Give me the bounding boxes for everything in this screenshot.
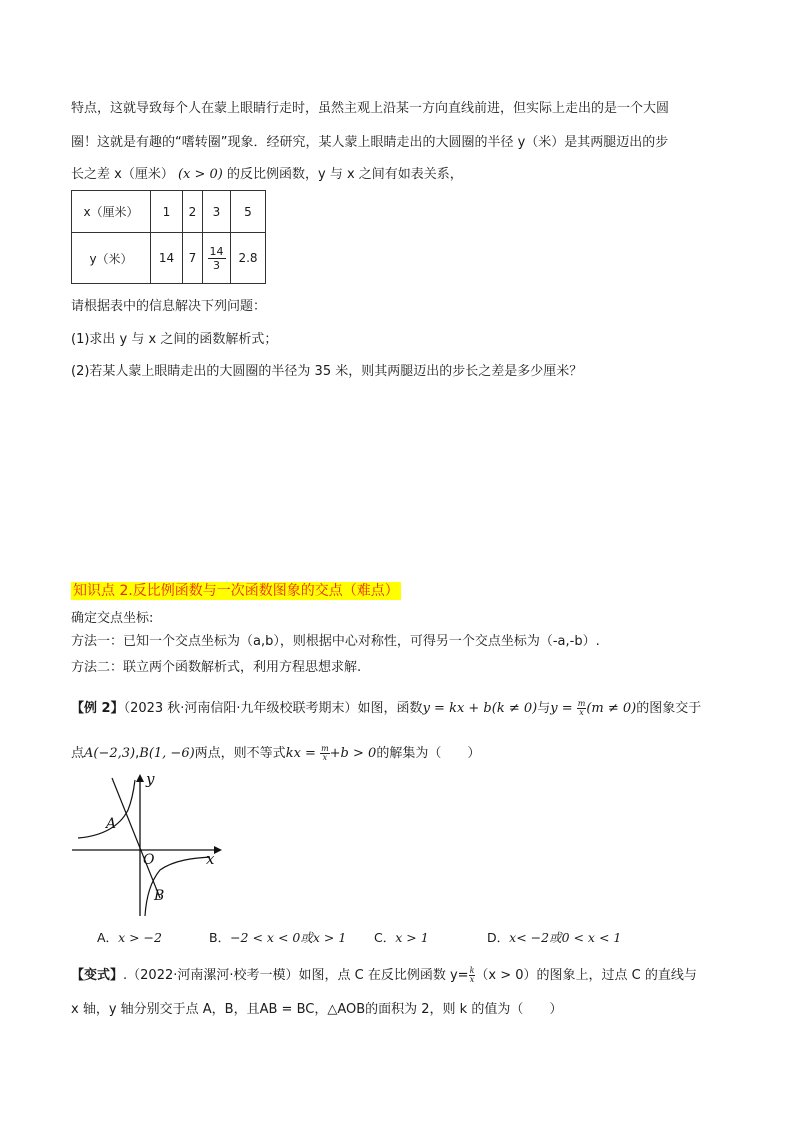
option-d-label: D． bbox=[487, 930, 510, 945]
table-cell: 1 bbox=[151, 191, 183, 233]
data-table bbox=[71, 190, 266, 284]
fraction-numerator: m bbox=[577, 699, 586, 708]
option-b-math: −2 < x < 0或x > 1 bbox=[230, 930, 347, 945]
example-2-eq2-left: y = bbox=[550, 701, 577, 716]
label-x: x bbox=[206, 850, 215, 868]
table-row bbox=[72, 191, 266, 233]
knowledge-title-text: 知识点 2.反比例函数与一次函数图象的交点（难点） bbox=[73, 583, 399, 599]
example-2-line-1 bbox=[71, 700, 701, 718]
example-2-line-2-c: 的解集为（ ） bbox=[376, 746, 481, 761]
example-2-eq1: y = kx + b(k ≠ 0) bbox=[422, 701, 538, 716]
knowledge-method-1: 方法一：已知一个交点坐标为（a,b），则根据中心对称性，可得另一个交点坐标为（-a,-b）. bbox=[71, 634, 600, 649]
option-b-label: B． bbox=[209, 930, 231, 945]
table-cell: 5 bbox=[231, 191, 266, 233]
table-cell-fraction bbox=[203, 233, 231, 284]
table-cell: 2 bbox=[183, 191, 203, 233]
point-a-coords: A(−2,3) bbox=[84, 746, 136, 761]
option-a-math: x > −2 bbox=[118, 930, 162, 945]
variant-line-1-b: （x > 0）的图象上，过点 C 的直线与 bbox=[475, 968, 697, 983]
intro-line-3-a: 长之差 x（厘米） bbox=[71, 167, 174, 182]
intro-line-1: 特点，这就导致每个人在蒙上眼睛行走时，虽然主观上沿某一方向直线前进，但实际上走出的是一个大圆 bbox=[71, 101, 670, 116]
intro-line-3-b: 的反比例函数，y 与 x 之间有如表关系， bbox=[227, 167, 463, 182]
question-prompt: 请根据表中的信息解决下列问题： bbox=[71, 299, 267, 314]
example-2-with: 与 bbox=[537, 701, 551, 716]
question-2: (2)若某人蒙上眼睛走出的大圆圈的半径为 35 米，则其两腿迈出的步长之差是多少厘米？ bbox=[71, 364, 583, 379]
knowledge-method-2: 方法二：联立两个函数解析式，利用方程思想求解. bbox=[71, 660, 362, 675]
table-header-x: x（厘米） bbox=[72, 191, 151, 233]
fraction-denominator: 3 bbox=[213, 258, 220, 272]
example-2-label: 【例 2】 bbox=[71, 701, 124, 716]
inequality-right: +b > 0 bbox=[329, 746, 377, 761]
linear-function-line bbox=[112, 778, 160, 898]
function-graph bbox=[68, 770, 228, 920]
variant-label: 【变式】 bbox=[71, 968, 124, 983]
option-d-math: x< −2或0 < x < 1 bbox=[509, 930, 622, 945]
variant-line-1-a: .（2022·河南漯河·校考一模）如图，点 C 在反比例函数 y= bbox=[123, 968, 469, 983]
intro-line-2: 圈！这就是有趣的“嗜转圈”现象．经研究，某人蒙上眼睛走出的大圆圈的半径 y（米）是其两腿迈出的步 bbox=[71, 135, 669, 150]
intro-line-3-math: (x > 0) bbox=[177, 167, 223, 182]
table-cell: 7 bbox=[183, 233, 203, 284]
intro-line-3 bbox=[71, 166, 463, 184]
example-2-source: （2023 秋·河南信阳·九年级校联考期末）如图，函数 bbox=[123, 701, 423, 716]
table-cell: 14 bbox=[151, 233, 183, 284]
table-row bbox=[72, 233, 266, 284]
hyperbola-branch-right bbox=[145, 857, 210, 916]
label-origin: O bbox=[143, 852, 155, 868]
label-y: y bbox=[146, 770, 155, 788]
inequality-fraction bbox=[320, 745, 330, 762]
point-b-coords: B(1, −6) bbox=[139, 746, 195, 761]
table-header-y: y（米） bbox=[72, 233, 151, 284]
knowledge-title bbox=[71, 580, 401, 600]
option-c-math: x > 1 bbox=[395, 930, 429, 945]
fraction bbox=[208, 245, 226, 272]
variant-line-1 bbox=[71, 967, 697, 985]
option-c bbox=[374, 928, 429, 946]
option-c-label: C． bbox=[374, 930, 396, 945]
option-d bbox=[487, 928, 621, 946]
option-b bbox=[209, 928, 346, 946]
inequality-left: kx = bbox=[285, 746, 321, 761]
fraction-denominator: x bbox=[579, 708, 584, 717]
example-2-line-2-a: 点 bbox=[71, 746, 85, 761]
label-point-a: A bbox=[106, 816, 117, 832]
option-a bbox=[97, 928, 162, 946]
x-axis-arrow-icon bbox=[214, 846, 222, 854]
variant-line-2: x 轴，y 轴分别交于点 A，B，且AB = BC，△AOB的面积为 2，则 k 的值为（ ） bbox=[71, 1002, 563, 1017]
fraction-numerator: k bbox=[469, 966, 475, 975]
example-2-line-2-b: 两点，则不等式 bbox=[194, 746, 286, 761]
example-2-line-2: 点A(−2,3),B(1, −6)两点，则不等式kx = $\frac{m}{x}$ +b > 0的解集为（ ） bbox=[71, 744, 481, 762]
example-2-eq2-fraction bbox=[577, 700, 587, 717]
example-2-end: 的图象交于 bbox=[636, 701, 702, 716]
fraction-numerator: 14 bbox=[209, 244, 224, 258]
fraction-denominator: x bbox=[469, 975, 475, 984]
fraction-numerator: m bbox=[321, 744, 329, 753]
fraction-denominator: x bbox=[322, 753, 328, 762]
table-cell: 3 bbox=[203, 191, 231, 233]
knowledge-subtitle: 确定交点坐标: bbox=[71, 611, 154, 626]
question-1: (1)求出 y 与 x 之间的函数解析式； bbox=[71, 332, 278, 347]
label-point-b: B bbox=[154, 888, 165, 904]
example-2-eq2-right: (m ≠ 0) bbox=[586, 701, 637, 716]
table-cell: 2.8 bbox=[231, 233, 266, 284]
option-a-label: A． bbox=[97, 930, 119, 945]
y-axis-arrow-icon bbox=[136, 774, 144, 782]
